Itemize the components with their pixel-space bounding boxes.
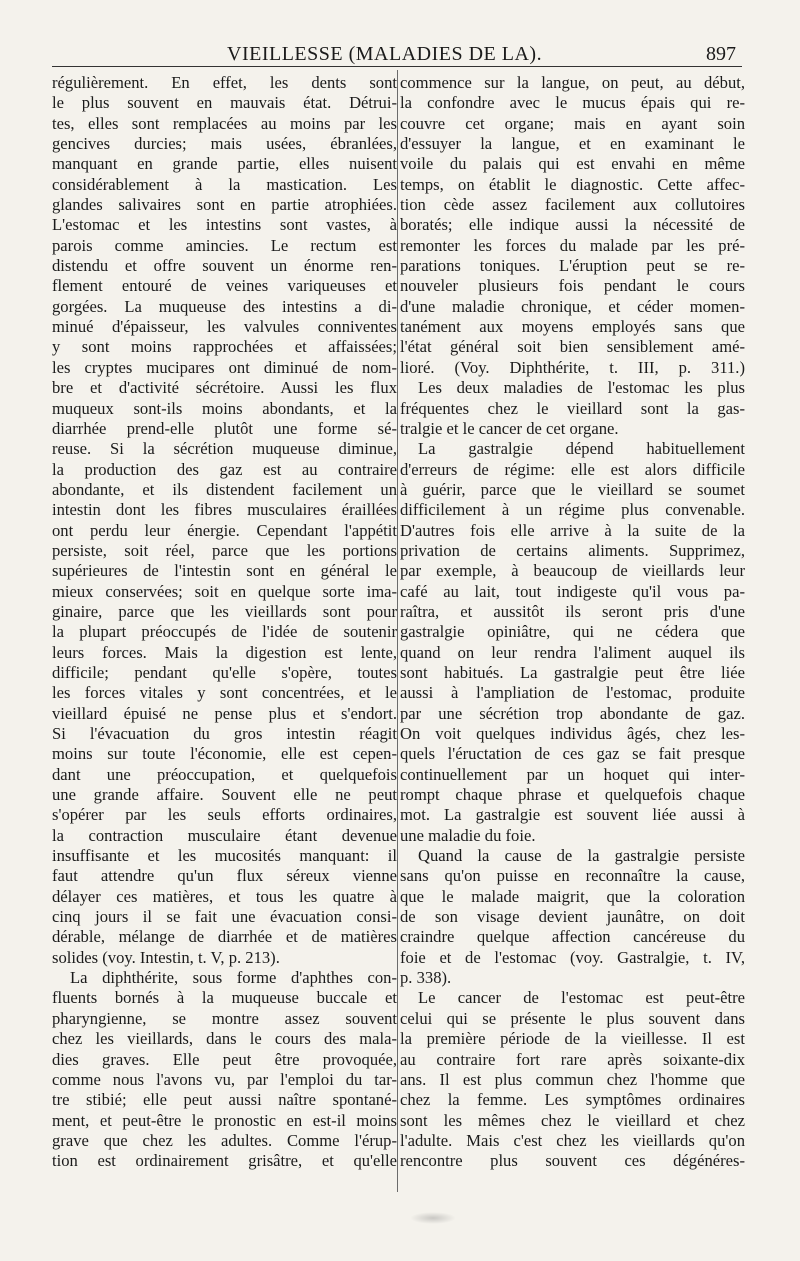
text-line: leurs forces. Mais la digestion est lente, [52, 642, 397, 662]
text-line: la contraction musculaire étant devenue [52, 825, 397, 845]
text-line: gencives durcies; mais usées, ébranlées, [52, 134, 397, 154]
text-line: la plupart préoccupés de l'idée de soutenir [52, 622, 397, 642]
text-line: vieillard épuisé ne pense plus et s'endort. [52, 703, 397, 723]
left-text-column [52, 73, 397, 1172]
text-line: tanément aux moyens employés sans que [400, 317, 745, 337]
text-line: sont habitués. La gastralgie peut être liée [400, 662, 745, 682]
text-line: supérieures de l'intestin sont en général le [52, 561, 397, 581]
text-line: tes, elles sont remplacées au moins par les [52, 113, 397, 133]
text-line: d'erreurs de régime: elle est alors difficile [400, 459, 745, 479]
text-line: tion cède assez facilement aux collutoires [400, 195, 745, 215]
text-line: l'état général soit bien sensiblement amé- [400, 337, 745, 357]
text-line: glandes salivaires sont en partie atrophiées. [52, 195, 397, 215]
text-line: faut attendre qu'un flux séreux vienne [52, 866, 397, 886]
text-line: persiste, soit réel, parce que les portions [52, 540, 397, 560]
text-line: minué d'épaisseur, les valvules conniventes [52, 317, 397, 337]
text-line: couvre cet organe; mais en ayant soin [400, 113, 745, 133]
text-line: à guérir, parce que le vieillard se soumet [400, 479, 745, 499]
text-line: insuffisante et les mucosités manquant: il [52, 846, 397, 866]
text-line: craindre quelque affection cancéreuse du [400, 927, 745, 947]
text-line: y sont moins rapprochées et affaissées; [52, 337, 397, 357]
running-title: VIEILLESSE (MALADIES DE LA). [227, 43, 543, 65]
text-line: chez la femme. Les symptômes ordinaires [400, 1090, 745, 1110]
text-line: manquant en grande partie, elles nuisent [52, 154, 397, 174]
ink-smudge [410, 1212, 456, 1224]
text-line: p. 338). [400, 968, 452, 988]
text-line: difficile; pendant qu'elle s'opère, toutes [52, 662, 397, 682]
text-line: par une sécrétion trop abondante de gaz. [400, 703, 745, 723]
text-line: quand on leur rendra l'aliment auquel ils [400, 642, 745, 662]
text-line: sont les mêmes chez le vieillard et chez [400, 1110, 745, 1130]
text-line: aussi à l'ampliation de l'estomac, produite [400, 683, 745, 703]
text-line: tion est ordinairement grisâtre, et qu'elle [52, 1151, 397, 1171]
text-line: considérablement à la mastication. Les [52, 174, 397, 194]
text-line: une maladie du foie. [400, 825, 536, 845]
text-line: rompt chaque phrase et quelquefois chaque [400, 785, 745, 805]
text-line: fréquentes chez le vieillard sont la gas- [400, 398, 745, 418]
text-line: quels l'éructation de ces gaz se fait presque [400, 744, 745, 764]
text-line: nouveler plusieurs fois pendant le cours [400, 276, 745, 296]
text-line: le plus souvent en mauvais état. Détrui- [52, 93, 397, 113]
text-line: solides (voy. Intestin, t. V, p. 213). [52, 947, 280, 967]
text-line: ont perdu leur énergie. Cependant l'appétit [52, 520, 397, 540]
text-line: ment, et peut-être le pronostic en est-il moins [52, 1110, 397, 1130]
text-line: parois comme amincies. Le rectum est [52, 235, 397, 255]
text-line: la première période de la vieillesse. Il est [400, 1029, 745, 1049]
text-line: gastralgie opiniâtre, qui ne cédera que [400, 622, 745, 642]
text-line: l'adulte. Mais c'est chez les vieillards qu'on [400, 1130, 745, 1150]
text-line: les cryptes mucipares ont diminué de nom- [52, 357, 397, 377]
text-line: abondante, et ils distendent facilement un [52, 479, 397, 499]
text-line: les forces vitales y sont concentrées, et le [52, 683, 397, 703]
text-line: D'autres fois elle arrive à la suite de la [400, 520, 745, 540]
text-line: ginaire, parce que les vieillards sont pour [52, 601, 397, 621]
text-line: grave que chez les adultes. Comme l'érup- [52, 1130, 397, 1150]
text-line: gorgées. La muqueuse des intestins a di- [52, 296, 397, 316]
text-line: dérable, mélange de diarrhée et de matières [52, 927, 397, 947]
text-line: La gastralgie dépend habituellement [418, 439, 745, 459]
running-header [52, 40, 742, 67]
text-line: La diphthérite, sous forme d'aphthes con- [70, 968, 397, 988]
text-line: L'estomac et les intestins sont vastes, à [52, 215, 397, 235]
text-line: diarrhée prend-elle plutôt une forme sé- [52, 418, 397, 438]
text-line: café au lait, tout indigeste qu'il vous pa- [400, 581, 745, 601]
text-line: raîtra, et aussitôt ils seront pris d'une [400, 601, 745, 621]
text-line: mieux conservées; soit en quelque sorte ima- [52, 581, 397, 601]
text-line: distendu et offre souvent un énorme ren- [52, 256, 397, 276]
text-line: boratés; elle indique aussi la nécessité de [400, 215, 745, 235]
text-line: cinq jours il se fait une évacuation consi- [52, 907, 397, 927]
text-line: temps, on établit le diagnostic. Cette affec- [400, 174, 745, 194]
text-line: de son visage devient jaunâtre, on doit [400, 907, 745, 927]
text-line: comme nous l'avons vu, par l'emploi du tar- [52, 1069, 397, 1089]
text-line: intestin dont les fibres musculaires éraillées [52, 500, 397, 520]
text-line: par exemple, à beaucoup de vieillards leur [400, 561, 745, 581]
page-number: 897 [706, 43, 736, 65]
text-line: tralgie et le cancer de cet organe. [400, 418, 619, 438]
text-line: remonter les forces du malade par les pré- [400, 235, 745, 255]
text-line: régulièrement. En effet, les dents sont [52, 73, 397, 92]
text-line: reuse. Si la sécrétion muqueuse diminue, [52, 439, 397, 459]
text-line: Le cancer de l'estomac est peut-être [418, 988, 745, 1008]
text-line: Les deux maladies de l'estomac les plus [418, 378, 745, 398]
text-line: sans qu'on puisse en reconnaître la cause, [400, 866, 745, 886]
text-line: rencontre plus souvent ces dégénéres- [400, 1151, 745, 1171]
text-line: dies graves. Elle peut être provoquée, [52, 1049, 397, 1069]
text-line: ans. Il est plus commun chez l'homme que [400, 1069, 745, 1089]
text-line: la confondre avec le mucus épais qui re- [400, 93, 745, 113]
text-line: mot. La gastralgie est souvent liée aussi à [400, 805, 745, 825]
text-line: d'essuyer la langue, et en examinant le [400, 134, 745, 154]
text-line: délayer ces matières, et tous les quatre à [52, 886, 397, 906]
text-line: On voit quelques individus âgés, chez les- [400, 724, 745, 743]
text-line: foie et de l'estomac (voy. Gastralgie, t. IV, [400, 947, 745, 967]
text-line: d'une maladie chronique, et céder momen- [400, 296, 745, 316]
text-line: Si l'évacuation du gros intestin réagit [52, 724, 397, 743]
text-line: flement entouré de veines variqueuses et [52, 276, 397, 296]
text-line: pharyngienne, se montre assez souvent [52, 1008, 397, 1028]
text-line: commence sur la langue, on peut, au début, [400, 73, 745, 92]
text-line: la production des gaz est au contraire [52, 459, 397, 479]
text-line: Quand la cause de la gastralgie persiste [418, 846, 745, 866]
right-text-column [400, 73, 745, 1172]
column-divider [397, 70, 398, 1192]
text-line: privation de certains aliments. Supprimez, [400, 540, 745, 560]
text-line: chez les vieillards, dans le cours des mala- [52, 1029, 397, 1049]
text-line: continuellement par un hoquet qui inter- [400, 764, 745, 784]
text-line: celui qui se présente le plus souvent dans [400, 1008, 745, 1028]
text-line: parations toniques. L'éruption peut se re- [400, 256, 745, 276]
text-line: une grande affaire. Souvent elle ne peut [52, 785, 397, 805]
text-line: bre et d'activité sécrétoire. Aussi les flux [52, 378, 397, 398]
text-line: muqueux sont-ils moins abondants, et la [52, 398, 397, 418]
text-line: moins sur toute l'économie, elle est cepen- [52, 744, 397, 764]
text-line: voile du palais qui est envahi en même [400, 154, 745, 174]
text-line: dant une préoccupation, et quelquefois [52, 764, 397, 784]
text-line: s'opérer par les seuls efforts ordinaires, [52, 805, 397, 825]
text-line: fluents bornés à la muqueuse buccale et [52, 988, 397, 1008]
text-line: difficilement à un régime plus convenable. [400, 500, 745, 520]
text-line: tre stibié; elle peut aussi naître spontané- [52, 1090, 397, 1110]
text-line: au contraire fort rare après soixante-dix [400, 1049, 745, 1069]
text-line: que le malade maigrit, que la coloration [400, 886, 745, 906]
text-line: lioré. (Voy. Diphthérite, t. III, p. 311.) [400, 357, 745, 377]
